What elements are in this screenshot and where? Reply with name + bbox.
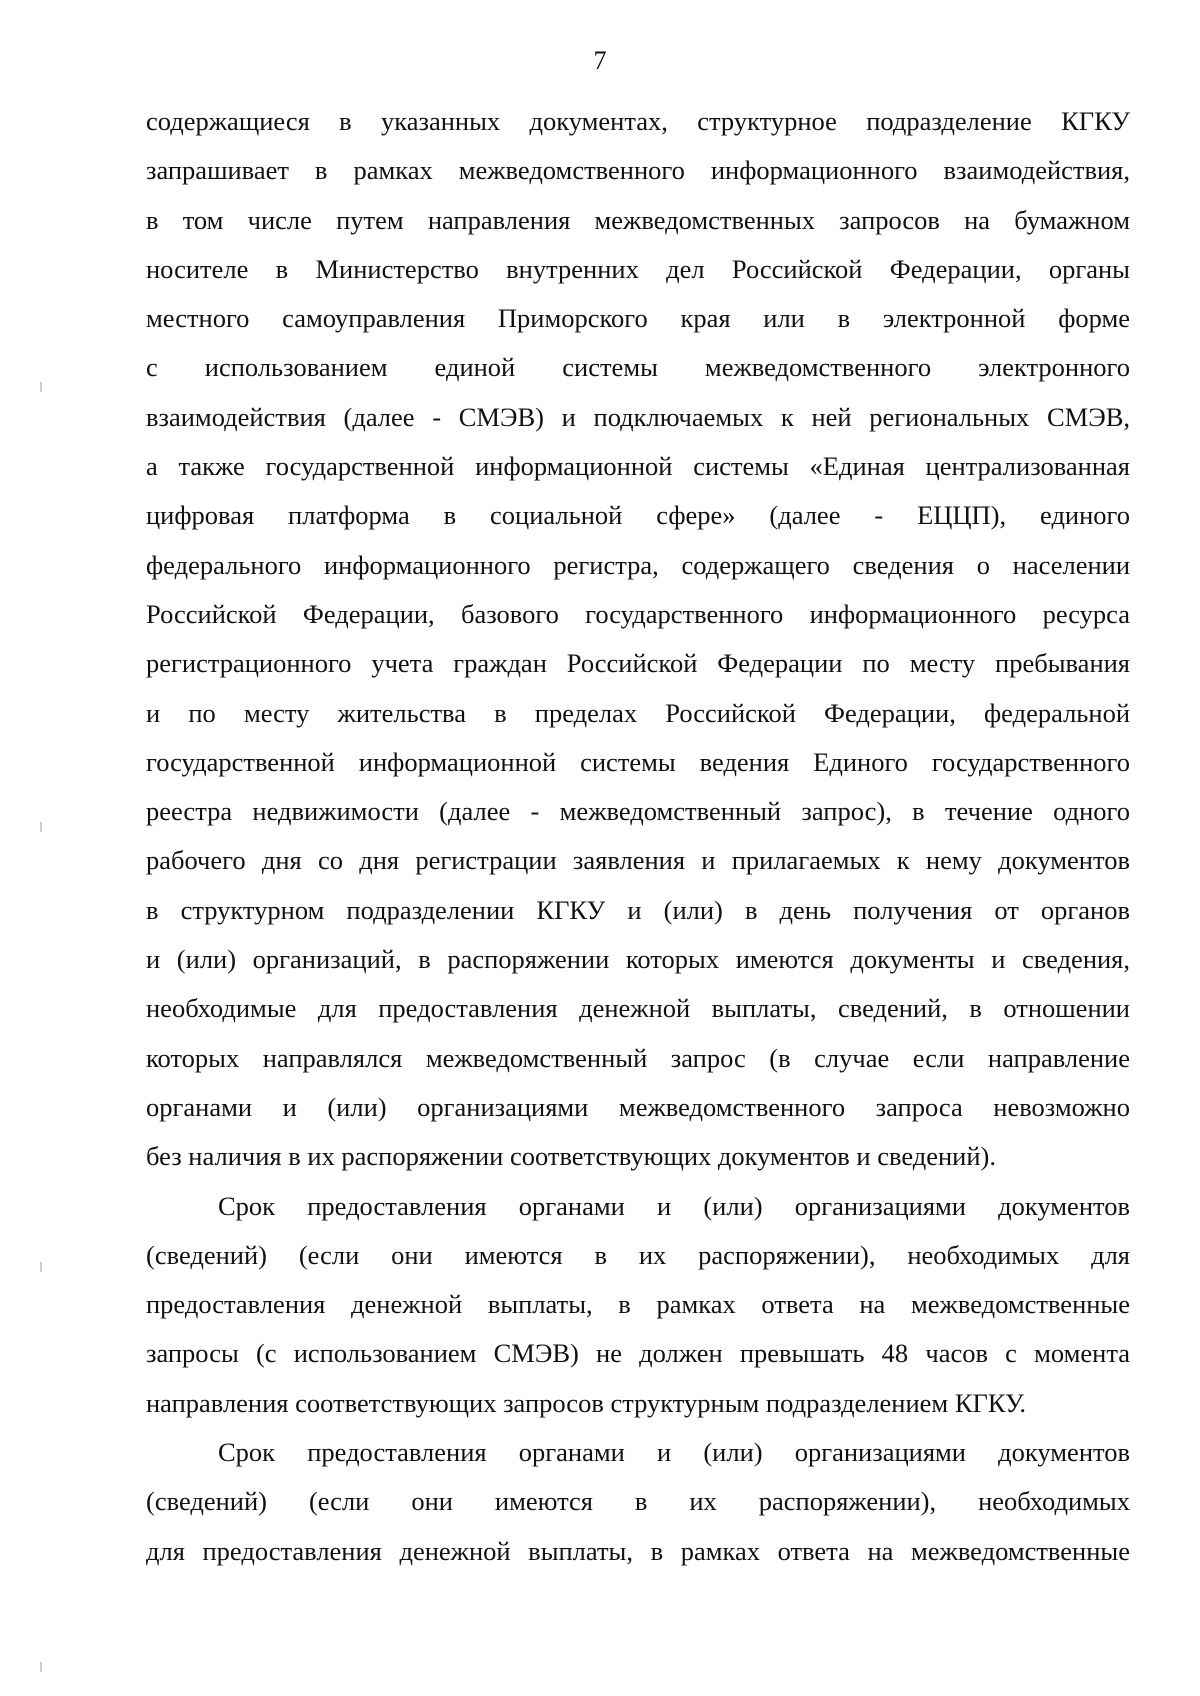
text-line: федерального информационного регистра, содержащего сведения о населении	[146, 549, 1130, 580]
text-line: Срок предоставления органами и (или) организациями документов	[218, 1190, 1130, 1221]
text-line: и по месту жительства в пределах Российской Федерации, федеральной	[146, 697, 1130, 728]
text-line: носителе в Министерство внутренних дел Российской Федерации, органы	[146, 253, 1130, 284]
text-line: государственной информационной системы ведения Единого государственного	[146, 746, 1130, 777]
text-line: органами и (или) организациями межведомственного запроса невозможно	[146, 1091, 1130, 1122]
text-line: рабочего дня со дня регистрации заявления и прилагаемых к нему документов	[146, 845, 1130, 876]
text-line: а также государственной информационной системы «Единая централизованная	[146, 451, 1130, 482]
text-line: и (или) организаций, в распоряжении которых имеются документы и сведения,	[146, 944, 1130, 975]
text-line: с использованием единой системы межведомственного электронного	[146, 352, 1130, 383]
paragraph-2	[146, 1182, 1130, 1428]
scan-margin-mark	[40, 1262, 42, 1272]
scan-margin-mark	[40, 382, 42, 392]
text-line: цифровая платформа в социальной сфере» (далее - ЕЦЦП), единого	[146, 500, 1130, 531]
text-line: (сведений) (если они имеются в их распоряжении), необходимых	[146, 1486, 1130, 1517]
text-line: Российской Федерации, базового государственного информационного ресурса	[146, 598, 1130, 629]
text-line: которых направлялся межведомственный запрос (в случае если направление	[146, 1042, 1130, 1073]
text-line: в структурном подразделении КГКУ и (или) в день получения от органов	[146, 894, 1130, 925]
page-number: 7	[593, 46, 607, 75]
paragraph-1	[146, 97, 1130, 1182]
text-line: необходимые для предоставления денежной выплаты, сведений, в отношении	[146, 993, 1130, 1024]
text-line: направления соответствующих запросов структурным подразделением КГКУ.	[146, 1387, 1027, 1418]
text-line: запросы (с использованием СМЭВ) не должен превышать 48 часов с момента	[146, 1338, 1130, 1369]
text-line: взаимодействия (далее - СМЭВ) и подключаемых к ней региональных СМЭВ,	[146, 401, 1130, 432]
text-line: без наличия в их распоряжении соответствующих документов и сведений).	[146, 1141, 996, 1172]
text-line: (сведений) (если они имеются в их распоряжении), необходимых для	[146, 1239, 1130, 1270]
document-body	[146, 97, 1130, 1576]
paragraph-3	[146, 1428, 1130, 1576]
scan-margin-mark	[40, 822, 42, 832]
text-line: запрашивает в рамках межведомственного информационного взаимодействия,	[146, 155, 1130, 186]
text-line: Срок предоставления органами и (или) организациями документов	[218, 1437, 1130, 1468]
text-line: местного самоуправления Приморского края или в электронной форме	[146, 303, 1130, 334]
scan-margin-mark	[40, 1662, 42, 1672]
text-line: регистрационного учета граждан Российской Федерации по месту пребывания	[146, 648, 1130, 679]
text-line: реестра недвижимости (далее - межведомственный запрос), в течение одного	[146, 796, 1130, 827]
text-line: для предоставления денежной выплаты, в рамках ответа на межведомственные	[146, 1535, 1130, 1566]
text-line: в том числе путем направления межведомственных запросов на бумажном	[146, 204, 1130, 235]
text-line: предоставления денежной выплаты, в рамках ответа на межведомственные	[146, 1289, 1130, 1320]
text-line: содержащиеся в указанных документах, структурное подразделение КГКУ	[146, 106, 1130, 136]
